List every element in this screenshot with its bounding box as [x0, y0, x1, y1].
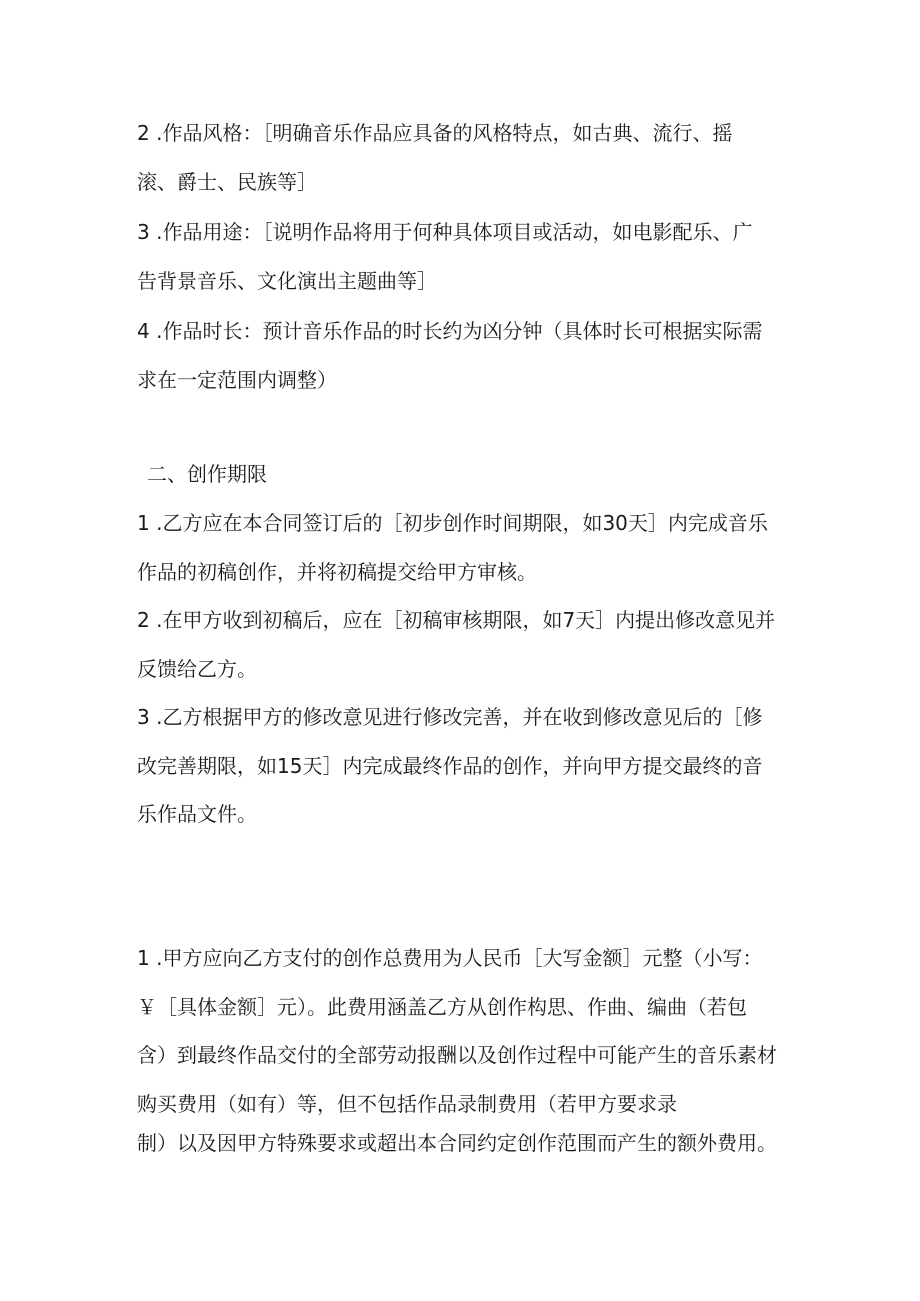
- deadline-item-2-line-1: 2 .在甲方收到初稿后，应在［初稿审核期限，如7天］内提出修改意见并: [137, 608, 776, 632]
- fee-item-1-line-3: 含）到最终作品交付的全部劳动报酬以及创作过程中可能产生的音乐素材: [137, 1043, 777, 1067]
- deadline-item-1-line-1: 1 .乙方应在本合同签订后的［初步创作时间期限，如30天］内完成音乐: [137, 511, 768, 535]
- section-heading-deadline: 二、创作期限: [147, 462, 267, 486]
- style-item-line-2: 滚、爵士、民族等］: [137, 170, 317, 194]
- usage-item-line-1: 3 .作品用途：［说明作品将用于何种具体项目或活动，如电影配乐、广: [137, 220, 753, 244]
- deadline-item-3-line-1: 3 .乙方根据甲方的修改意见进行修改完善，并在收到修改意见后的［修: [137, 705, 763, 729]
- deadline-item-3-line-3: 乐作品文件。: [137, 802, 257, 826]
- fee-item-1-line-4: 购买费用（如有）等，但不包括作品录制费用（若甲方要求录: [137, 1092, 677, 1116]
- usage-item-line-2: 告背景音乐、文化演出主题曲等］: [137, 269, 437, 293]
- duration-item-line-1: 4 .作品时长：预计音乐作品的时长约为凶分钟（具体时长可根据实际需: [137, 319, 763, 343]
- fee-item-1-line-1: 1 .甲方应向乙方支付的创作总费用为人民币［大写金额］元整（小写：: [137, 946, 763, 970]
- deadline-item-2-line-2: 反馈给乙方。: [137, 657, 257, 681]
- fee-item-1-line-2: ￥［具体金额］元）。此费用涵盖乙方从创作构思、作曲、编曲（若包: [137, 995, 747, 1019]
- fee-item-1-line-5: 制）以及因甲方特殊要求或超出本合同约定创作范围而产生的额外费用。: [137, 1131, 777, 1155]
- deadline-item-1-line-2: 作品的初稿创作，并将初稿提交给甲方审核。: [137, 560, 537, 584]
- duration-item-line-2: 求在一定范围内调整）: [137, 368, 337, 392]
- style-item-line-1: 2 .作品风格：［明确音乐作品应具备的风格特点，如古典、流行、摇: [137, 121, 733, 145]
- deadline-item-3-line-2: 改完善期限，如15天］内完成最终作品的创作，并向甲方提交最终的音: [137, 754, 763, 778]
